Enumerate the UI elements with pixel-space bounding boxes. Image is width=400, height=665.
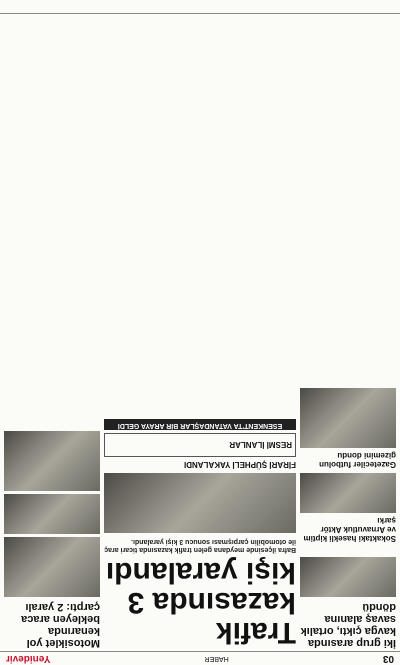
traffic-headline: Sokaktaki hasekli kiptim ve Arnavutluk Aktör şarkı (303, 516, 396, 544)
column-1 (300, 16, 396, 649)
bottom-photo (4, 431, 100, 491)
fight-headline: İki grup arasında kavga çıktı, ortalık savaş alanına döndü (300, 601, 396, 649)
newspaper-logo: Yenidevir (6, 653, 51, 664)
column-2 (104, 16, 296, 649)
section-label: HABER (204, 655, 229, 662)
road-photo-2 (4, 494, 100, 534)
notices-box (104, 433, 296, 457)
fight-photo (300, 557, 396, 597)
page-footer (0, 0, 400, 14)
lead-photo (104, 473, 296, 533)
road-headline: Motosiklet yol kenarında bekleyen araca çarptı: 2 yaralı (21, 601, 100, 649)
road-photo (4, 537, 100, 597)
page-number: 03 (382, 653, 394, 664)
columns (4, 16, 396, 649)
sports-headline: Gazeteciler futbolun gizemini dondu (319, 451, 396, 470)
column-3 (4, 16, 100, 649)
footer-banner: ESENKENT'TA VATANDAŞLAR BİR ARAYA GELDİ (104, 420, 296, 431)
traffic-photo (300, 474, 396, 514)
sports-photo (300, 389, 396, 449)
notices-title: RESMİ İLANLAR (229, 440, 292, 449)
page-header (0, 651, 400, 665)
fight-body (300, 548, 396, 555)
lead-headline: Trafik kazasında 3 kişi yaralandı (105, 556, 296, 649)
lead-deck: Bafra ilçesinde meydana gelen trafik kazasında ticari araç ile otomobilin çarpışması sonucu 3 kişi yaralandı. (104, 538, 296, 553)
mid-headline: FİRARİ ŞÜPHELİ YAKALANDI (183, 460, 296, 469)
